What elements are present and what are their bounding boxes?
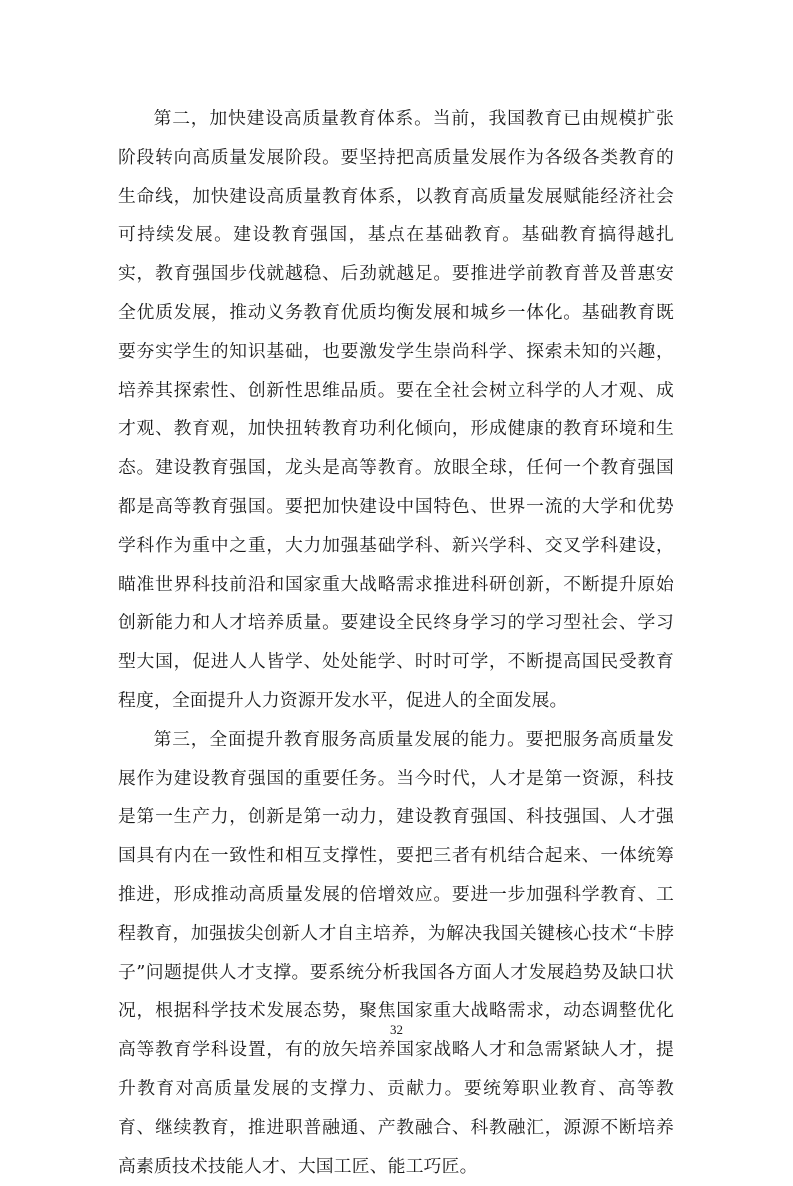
paragraph-third-point: 第三，全面提升教育服务高质量发展的能力。要把服务高质量发展作为建设教育强国的重要任务。当今时代，人才是第一资源，科技是第一生产力，创新是第一动力，建设教育强国、科技强国、人才强国具有内在一致性和相互支撑性，要把三者有机结合起来、一体统筹推进，形成推动高质量发展的倍增效应。要进一步加强科学教育、工程教育，加强拔尖创新人才自主培养，为解决我国关键核心技术“卡脖子”问题提供人才支撑。要系统分析我国各方面人才发展趋势及缺口状况，根据科学技术发展态势，聚焦国家重大战略需求，动态调整优化高等教育学科设置，有的放矢培养国家战略人才和急需紧缺人才，提升教育对高质量发展的支撑力、贡献力。要统筹职业教育、高等教育、继续教育，推进职普融通、产教融合、科教融汇，源源不断培养高素质技术技能人才、大国工匠、能工巧匠。 [118, 728, 674, 1177]
page-number: 32 [390, 1022, 403, 1037]
paragraph-second-point: 第二，加快建设高质量教育体系。当前，我国教育已由规模扩张阶段转向高质量发展阶段。要坚持把高质量发展作为各级各类教育的生命线，加快建设高质量教育体系，以教育高质量发展赋能经济社会可持续发展。建设教育强国，基点在基础教育。基础教育搞得越扎实，教育强国步伐就越稳、后劲就越足。要推进学前教育普及普惠安全优质发展，推动义务教育优质均衡发展和城乡一体化。基础教育既要夯实学生的知识基础，也要激发学生崇尚科学、探索未知的兴趣，培养其探索性、创新性思维品质。要在全社会树立科学的人才观、成才观、教育观，加快扭转教育功利化倾向，形成健康的教育环境和生态。建设教育强国，龙头是高等教育。放眼全球，任何一个教育强国都是高等教育强国。要把加快建设中国特色、世界一流的大学和优势学科作为重中之重，大力加强基础学科、新兴学科、交叉学科建设，瞄准世界科技前沿和国家重大战略需求推进科研创新，不断提升原始创新能力和人才培养质量。要建设全民终身学习的学习型社会、学习型大国，促进人人皆学、处处能学、时时可学，不断提高国民受教育程度，全面提升人力资源开发水平，促进人的全面发展。 [118, 108, 674, 711]
